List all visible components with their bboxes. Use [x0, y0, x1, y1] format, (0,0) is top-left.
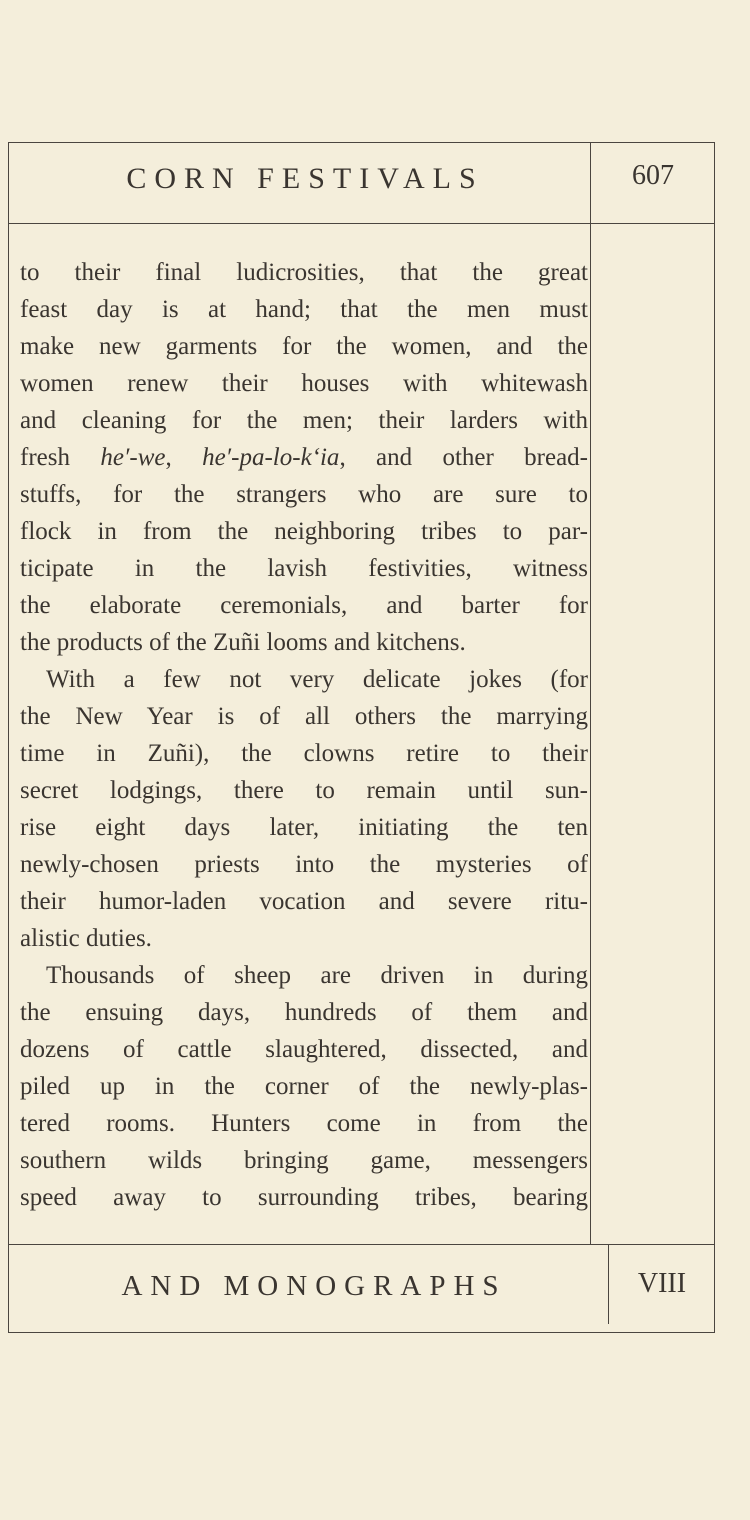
text-line: secret lodgings, there to remain until sun-	[20, 777, 588, 804]
text: fresh	[20, 444, 101, 471]
text-line: stuffs, for the strangers who are sure to	[20, 481, 588, 508]
text-line: time in Zuñi), the clowns retire to their	[20, 740, 588, 767]
text-line: alistic duties.	[20, 925, 152, 952]
text-line: rise eight days later, initiating the ten	[20, 814, 588, 841]
text-line: With a few not very delicate jokes (for	[46, 666, 588, 693]
text-line: the products of the Zuñi looms and kitchens.	[20, 629, 466, 656]
header-divider	[590, 142, 591, 1244]
text-line: the New Year is of all others the marrying	[20, 703, 588, 730]
text-line: to their final ludicrosities, that the great	[20, 259, 588, 286]
text-line: southern wilds bringing game, messengers	[20, 1147, 588, 1174]
body-text	[20, 254, 588, 1216]
page-number: 607	[632, 160, 674, 191]
zuni-term: he′-pa-lo-k‘ia	[202, 444, 340, 471]
right-rule	[714, 142, 715, 1332]
text-line: women renew their houses with whitewash	[20, 370, 588, 397]
text-line: piled up in the corner of the newly-plas-	[20, 1073, 588, 1100]
text-line: make new garments for the women, and the	[20, 333, 588, 360]
text-line: speed away to surrounding tribes, bearing	[20, 1184, 588, 1211]
running-head: CORN FESTIVALS	[126, 162, 484, 195]
text: ,	[165, 444, 203, 471]
text-line: newly-chosen priests into the mysteries of	[20, 851, 588, 878]
text-line: their humor-laden vocation and severe ritu-	[20, 888, 588, 915]
volume-number: VIII	[637, 1268, 687, 1299]
zuni-term: he′-we	[100, 444, 166, 471]
text-line	[20, 439, 588, 476]
text-line: flock in from the neighboring tribes to par-	[20, 518, 588, 545]
text: , and other bread-	[339, 444, 588, 471]
text-line: tered rooms. Hunters come in from the	[20, 1110, 588, 1137]
text-line: ticipate in the lavish festivities, witness	[20, 555, 588, 582]
text-line: dozens of cattle slaughtered, dissected, and	[20, 1036, 588, 1063]
footer-bottom-rule	[8, 1332, 715, 1333]
text-line: feast day is at hand; that the men must	[20, 296, 588, 323]
left-rule	[8, 222, 9, 1332]
series-title: AND MONOGRAPHS	[121, 1270, 507, 1302]
footer-divider	[608, 1244, 609, 1324]
text-line: the ensuing days, hundreds of them and	[20, 999, 588, 1026]
text-line: Thousands of sheep are driven in during	[46, 962, 588, 989]
text-line: the elaborate ceremonials, and barter for	[20, 592, 588, 619]
text-line: and cleaning for the men; their larders with	[20, 407, 588, 434]
